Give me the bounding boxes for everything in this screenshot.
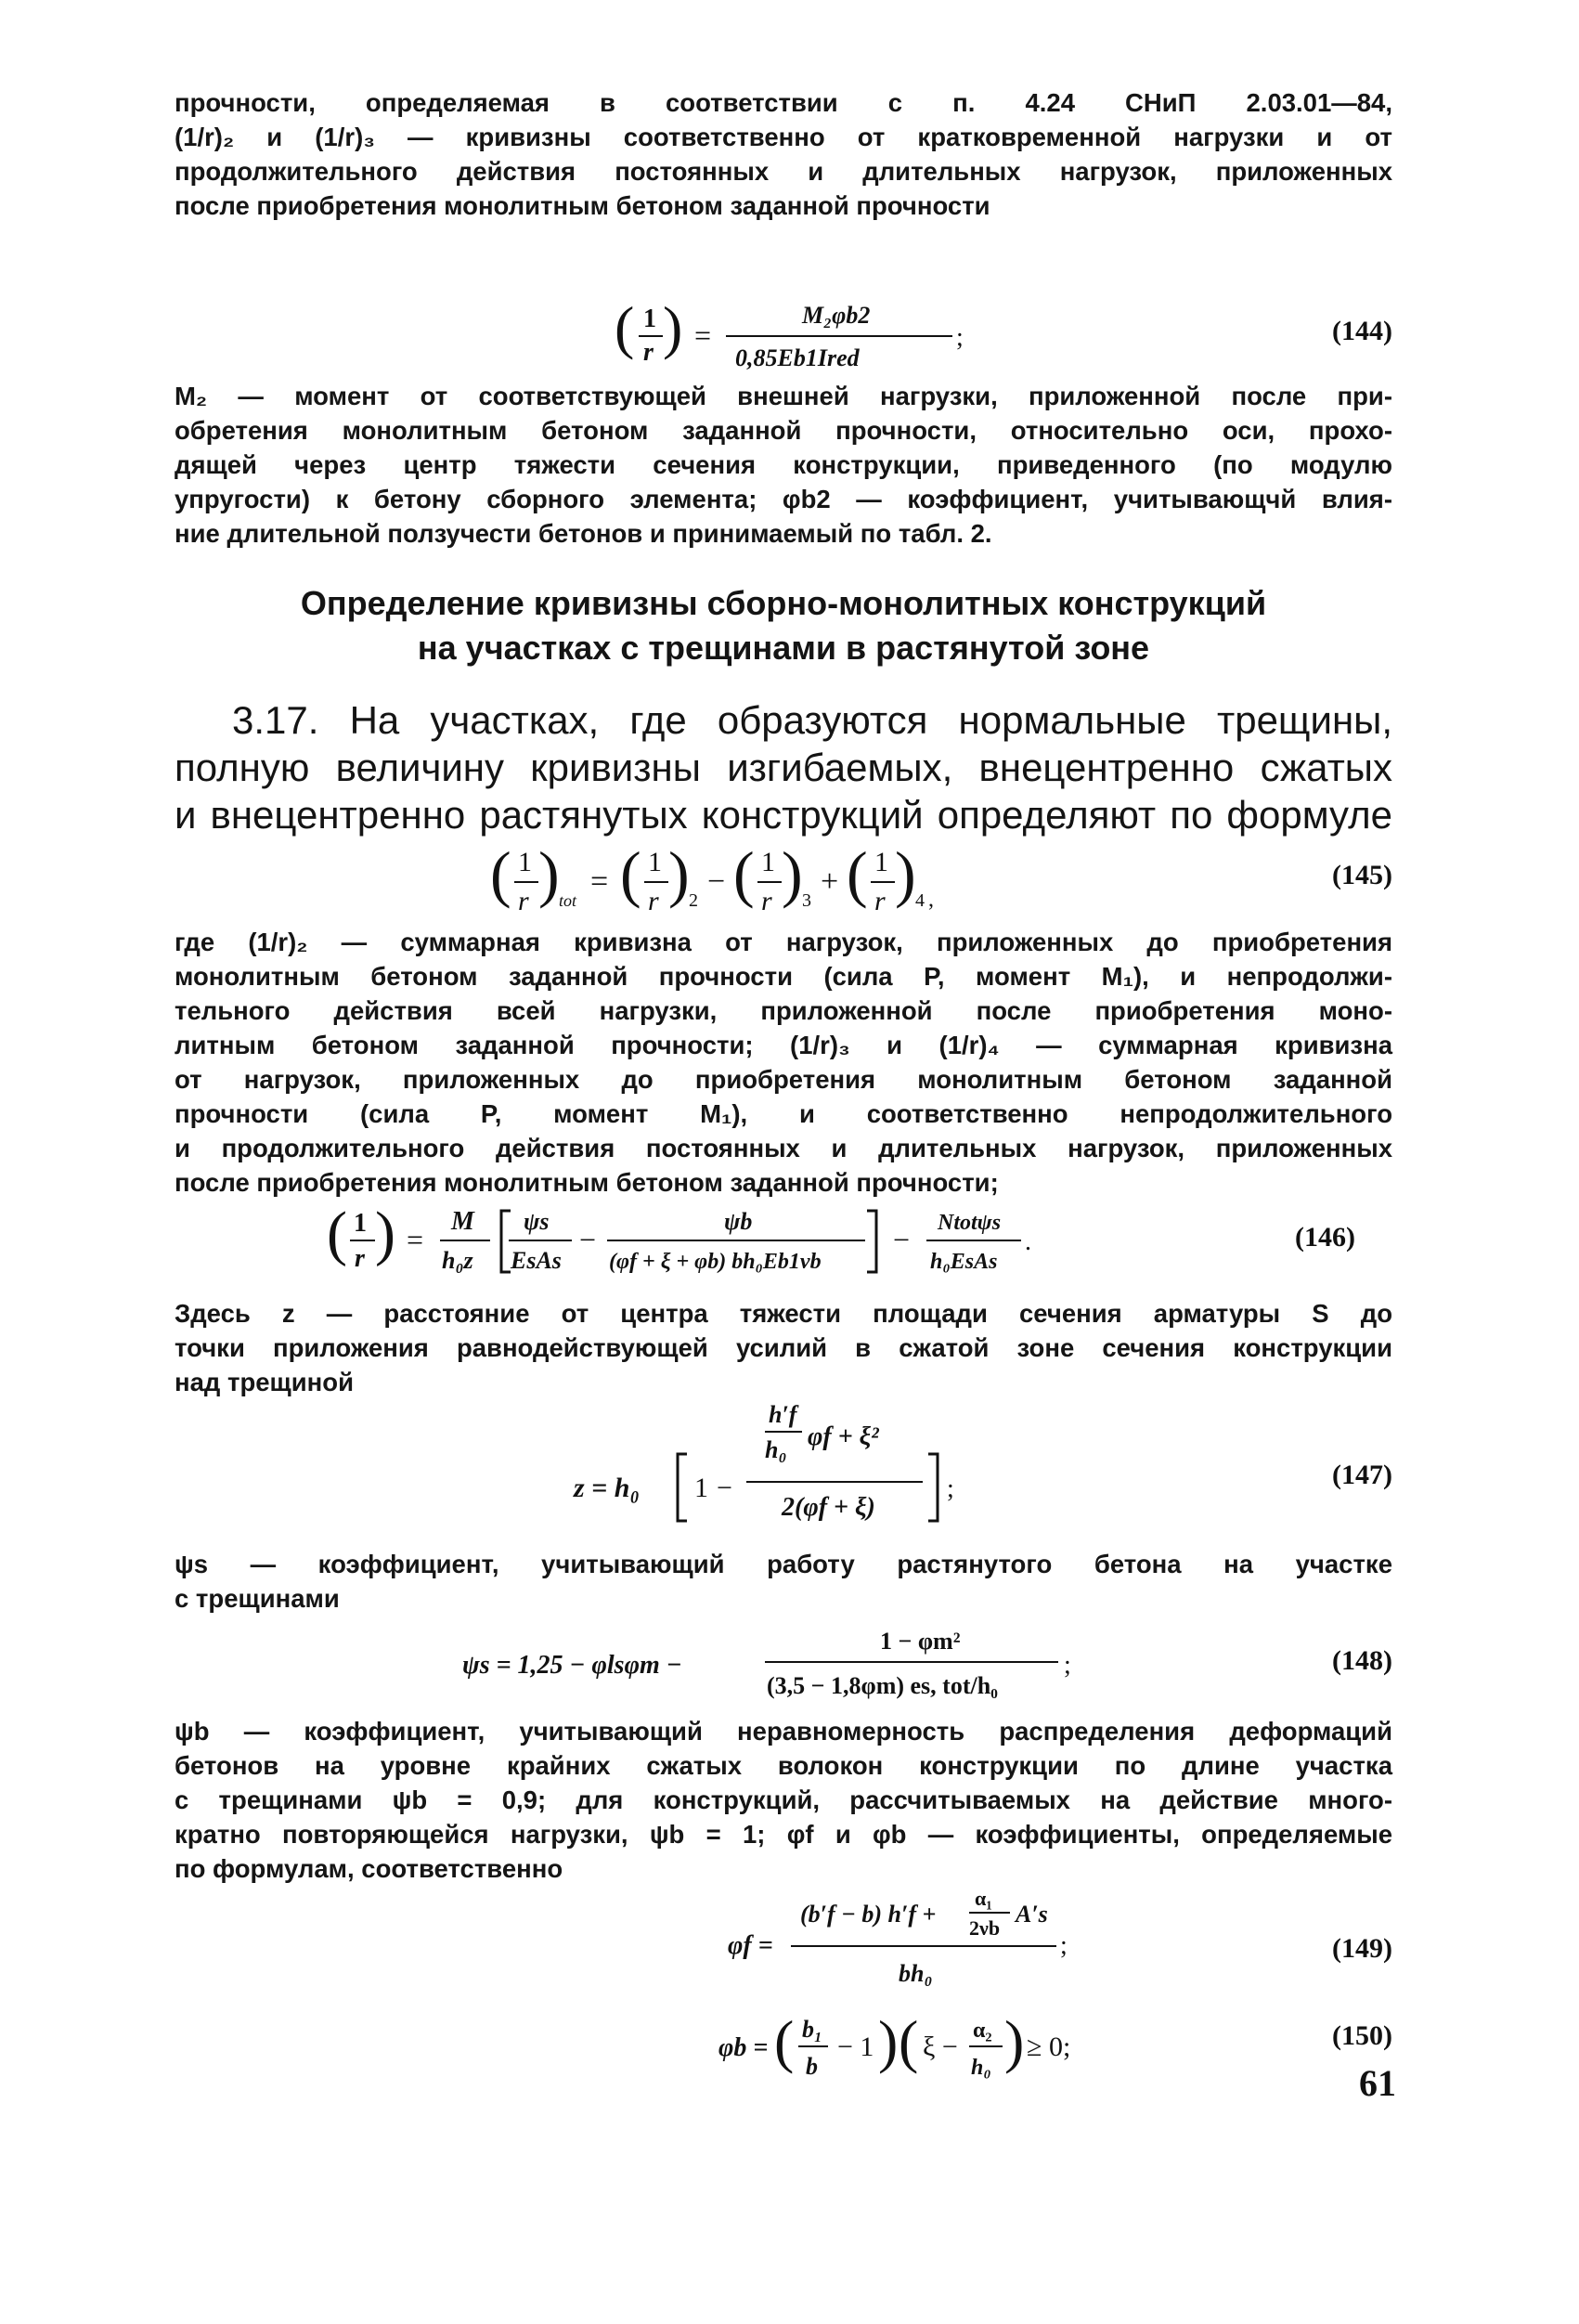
- f144-denominator: 0,85Eb1Ired: [735, 344, 860, 371]
- svg-text:r: r: [874, 886, 886, 916]
- text-line: Здесь z — расстояние от центра тяжести площади сечения арматуры S до: [175, 1299, 1392, 1328]
- sub-4: 4: [915, 890, 925, 911]
- svg-text:): ): [782, 838, 803, 909]
- svg-text:): ): [668, 838, 690, 909]
- svg-text:r: r: [648, 886, 659, 916]
- formula-number: (150): [1332, 2020, 1392, 2051]
- text-line: от нагрузок, приложенных до приобретения монолитным бетоном заданной: [175, 1065, 1392, 1094]
- f146-m: M: [451, 1207, 474, 1236]
- f146-ntot: Ntotψs: [938, 1211, 1002, 1235]
- svg-text:): ): [375, 1200, 395, 1267]
- formula-150: [175, 2000, 1392, 2084]
- formula-149-svg: [175, 1889, 1103, 2000]
- formula-147-svg: [175, 1393, 1103, 1541]
- svg-text:.: .: [1025, 1227, 1031, 1256]
- text-line: после приобретения монолитным бетоном заданной прочности;: [175, 1168, 999, 1197]
- f148-numerator: 1 − φm²: [880, 1628, 961, 1655]
- f147-denominator: 2(φf + ξ): [782, 1493, 875, 1522]
- paragraph-m2: [175, 379, 1392, 551]
- svg-text:;: ;: [1064, 1651, 1071, 1680]
- svg-text:(: (: [490, 838, 511, 909]
- svg-text:r: r: [643, 338, 654, 367]
- formula-147: [175, 1393, 1392, 1541]
- text-line: точки приложения равнодействующей усилий в сжатой зоне сечения конструкции: [175, 1333, 1392, 1362]
- text-line: ψs — коэффициент, учитывающий работу растянутого бетона на участке: [175, 1550, 1392, 1578]
- svg-text:b: b: [806, 2053, 818, 2080]
- svg-text:−: −: [707, 864, 726, 899]
- text-line: упругости) к бетону сборного элемента; φb2 — коэффициент, учитывающчй влия-: [175, 485, 1392, 513]
- svg-text:): ): [878, 2008, 899, 2074]
- svg-text:h₀: h₀: [765, 1436, 787, 1463]
- paragraph-psib: [175, 1714, 1392, 1886]
- svg-text:α₁: α₁: [975, 1887, 992, 1910]
- svg-text:): ): [663, 294, 683, 360]
- svg-text:2νb: 2νb: [969, 1916, 1001, 1940]
- f146-esas: EsAs: [511, 1247, 562, 1274]
- formula-145: [175, 836, 1392, 924]
- text-line: продолжительного действия постоянных и длительных нагрузок, приложенных: [175, 157, 1392, 186]
- formula-149: [175, 1889, 1392, 2000]
- formula-146: [175, 1198, 1392, 1283]
- svg-text:h₀: h₀: [971, 2056, 991, 2080]
- svg-text:(: (: [847, 838, 868, 909]
- f147-lhs: z = h₀: [574, 1473, 640, 1503]
- f144-tail: ;: [956, 323, 964, 352]
- svg-text:=: =: [407, 1223, 424, 1256]
- formula-number: (149): [1332, 1933, 1392, 1964]
- f149-numerator: (b′f − b) h′f +: [800, 1901, 937, 1928]
- paragraph-psis: [175, 1547, 1392, 1616]
- f150-lhs: φb =: [718, 2033, 769, 2062]
- svg-text:−: −: [893, 1223, 911, 1256]
- svg-text:): ): [538, 838, 560, 909]
- f146-den2: (φf + ξ + φb) bh₀Eb1νb: [609, 1250, 822, 1274]
- text-line: тельного действия всей нагрузки, приложенной после приобретения моно-: [175, 996, 1392, 1025]
- formula-number: (148): [1332, 1645, 1392, 1676]
- svg-text:=: =: [694, 318, 712, 352]
- text-line: над трещиной: [175, 1368, 354, 1396]
- svg-text:+: +: [821, 864, 839, 899]
- text-line: и продолжительного действия постоянных и длительных нагрузок, приложенных: [175, 1134, 1392, 1162]
- heading-line: Определение кривизны сборно-монолитных конструкций: [300, 584, 1267, 622]
- text-line: после приобретения монолитным бетоном заданной прочности: [175, 191, 990, 220]
- text-line: с трещинами: [175, 1584, 340, 1613]
- svg-text:(: (: [774, 2008, 795, 2074]
- svg-text:−: −: [579, 1223, 597, 1256]
- f147-numerator: φf + ξ²: [808, 1422, 879, 1451]
- text-line: кратно повторяющейся нагрузки, ψb = 1; φf и φb — коэффициенты, определяемые: [175, 1820, 1392, 1849]
- text-line: ние длительной ползучести бетонов и принимаемый по табл. 2.: [175, 519, 992, 548]
- text-line: монолитным бетоном заданной прочности (сила P, момент M₁), и непродолжи-: [175, 962, 1392, 991]
- text-line: по формулам, соответственно: [175, 1854, 563, 1883]
- text-line: полную величину кривизны изгибаемых, внецентренно сжатых: [175, 746, 1392, 789]
- f148-denominator: (3,5 − 1,8φm) es, tot/h₀: [767, 1672, 998, 1699]
- paragraph-z: [175, 1296, 1392, 1399]
- paragraph-3-17: [175, 696, 1392, 838]
- svg-text:α₂: α₂: [973, 2019, 992, 2043]
- formula-144: [175, 295, 1392, 379]
- svg-text:h′f: h′f: [769, 1401, 797, 1428]
- text-line: M₂ — момент от соответствующей внешней нагрузки, приложенной после при-: [175, 382, 1392, 410]
- svg-text:;: ;: [947, 1474, 954, 1503]
- text-line: прочности (сила P, момент M₁), и соответственно непродолжительного: [175, 1099, 1392, 1128]
- formula-number: (144): [1332, 316, 1392, 346]
- svg-text:r: r: [761, 886, 772, 916]
- text-line: обретения монолитным бетоном заданной прочности, относительно оси, прохо-: [175, 416, 1392, 445]
- svg-text:1: 1: [761, 847, 775, 877]
- svg-text:1: 1: [694, 1473, 708, 1503]
- svg-text:(: (: [733, 838, 755, 909]
- formula-number: (145): [1332, 860, 1392, 890]
- text-line: 3.17. На участках, где образуются нормальные трещины,: [232, 698, 1392, 742]
- svg-text:): ): [895, 838, 916, 909]
- svg-text:b₁: b₁: [802, 2016, 823, 2043]
- text-line: литным бетоном заданной прочности; (1/r)₃ и (1/r)₄ — суммарная кривизна: [175, 1031, 1392, 1059]
- f144-numerator: M₂φb2: [802, 302, 871, 329]
- text-line: с трещинами ψb = 0,9; для конструкций, рассчитываемых на действие много-: [175, 1785, 1392, 1814]
- text-line: прочности, определяемая в соответствии с п. 4.24 СНиП 2.03.01—84,: [175, 88, 1392, 117]
- svg-text:ξ −: ξ −: [923, 2032, 958, 2062]
- svg-text:− 1: − 1: [837, 2032, 874, 2062]
- formula-148-svg: [175, 1617, 1103, 1710]
- section-heading: [175, 581, 1392, 670]
- f146-h0esas: h₀EsAs: [930, 1250, 998, 1274]
- formula-145-svg: [175, 836, 1103, 924]
- sub-2: 2: [689, 890, 698, 911]
- svg-text:1: 1: [648, 847, 662, 877]
- svg-text:(: (: [615, 294, 635, 360]
- f149-lhs: φf =: [728, 1931, 773, 1960]
- f148-lhs: ψs = 1,25 − φlsφm −: [462, 1651, 682, 1680]
- svg-text:−: −: [717, 1473, 732, 1503]
- text-line: дящей через центр тяжести сечения конструкции, приведенного (по модулю: [175, 450, 1392, 479]
- svg-text:,: ,: [928, 888, 934, 912]
- heading-line: на участках с трещинами в растянутой зоне: [417, 629, 1150, 667]
- sub-tot: tot: [559, 891, 577, 910]
- text-line: и внецентренно растянутых конструкций определяют по формуле: [175, 793, 1392, 837]
- formula-146-svg: [175, 1198, 1242, 1283]
- formula-148: [175, 1617, 1392, 1710]
- svg-text:A′s: A′s: [1016, 1901, 1048, 1928]
- svg-text:r: r: [518, 886, 529, 916]
- formula-number: (147): [1332, 1460, 1392, 1490]
- paragraph-intro: [175, 85, 1392, 223]
- text-line: (1/r)₂ и (1/r)₃ — кривизны соответственно от кратковременной нагрузки и от: [175, 123, 1392, 151]
- svg-text:(: (: [327, 1200, 347, 1267]
- formula-number: (146): [1295, 1222, 1355, 1253]
- f146-psib: ψb: [724, 1208, 753, 1235]
- formula-144-svg: [175, 295, 1103, 379]
- svg-text:1: 1: [874, 847, 888, 877]
- svg-text:r: r: [355, 1244, 365, 1273]
- text-line: ψb — коэффициент, учитывающий неравномерность распределения деформаций: [175, 1717, 1392, 1746]
- paragraph-where: [175, 925, 1392, 1200]
- f146-psis: ψs: [524, 1208, 550, 1235]
- f149-denominator: bh₀: [899, 1960, 933, 1987]
- sub-3: 3: [802, 890, 811, 911]
- svg-text:1: 1: [643, 305, 656, 333]
- svg-text:(: (: [899, 2008, 919, 2074]
- svg-text:;: ;: [1060, 1931, 1068, 1960]
- svg-text:=: =: [590, 864, 609, 899]
- svg-text:): ): [1004, 2008, 1025, 2074]
- f146-h0z: h₀z: [442, 1247, 473, 1274]
- svg-text:(: (: [620, 838, 641, 909]
- page-number: 61: [1359, 2062, 1396, 2104]
- formula-150-svg: [175, 2000, 1103, 2084]
- text-line: бетонов на уровне крайних сжатых волокон конструкции по длине участка: [175, 1751, 1392, 1780]
- svg-text:1: 1: [354, 1209, 367, 1238]
- svg-text:≥ 0;: ≥ 0;: [1027, 2032, 1071, 2062]
- text-line: где (1/r)₂ — суммарная кривизна от нагрузок, приложенных до приобретения: [175, 928, 1392, 956]
- svg-text:1: 1: [518, 847, 532, 877]
